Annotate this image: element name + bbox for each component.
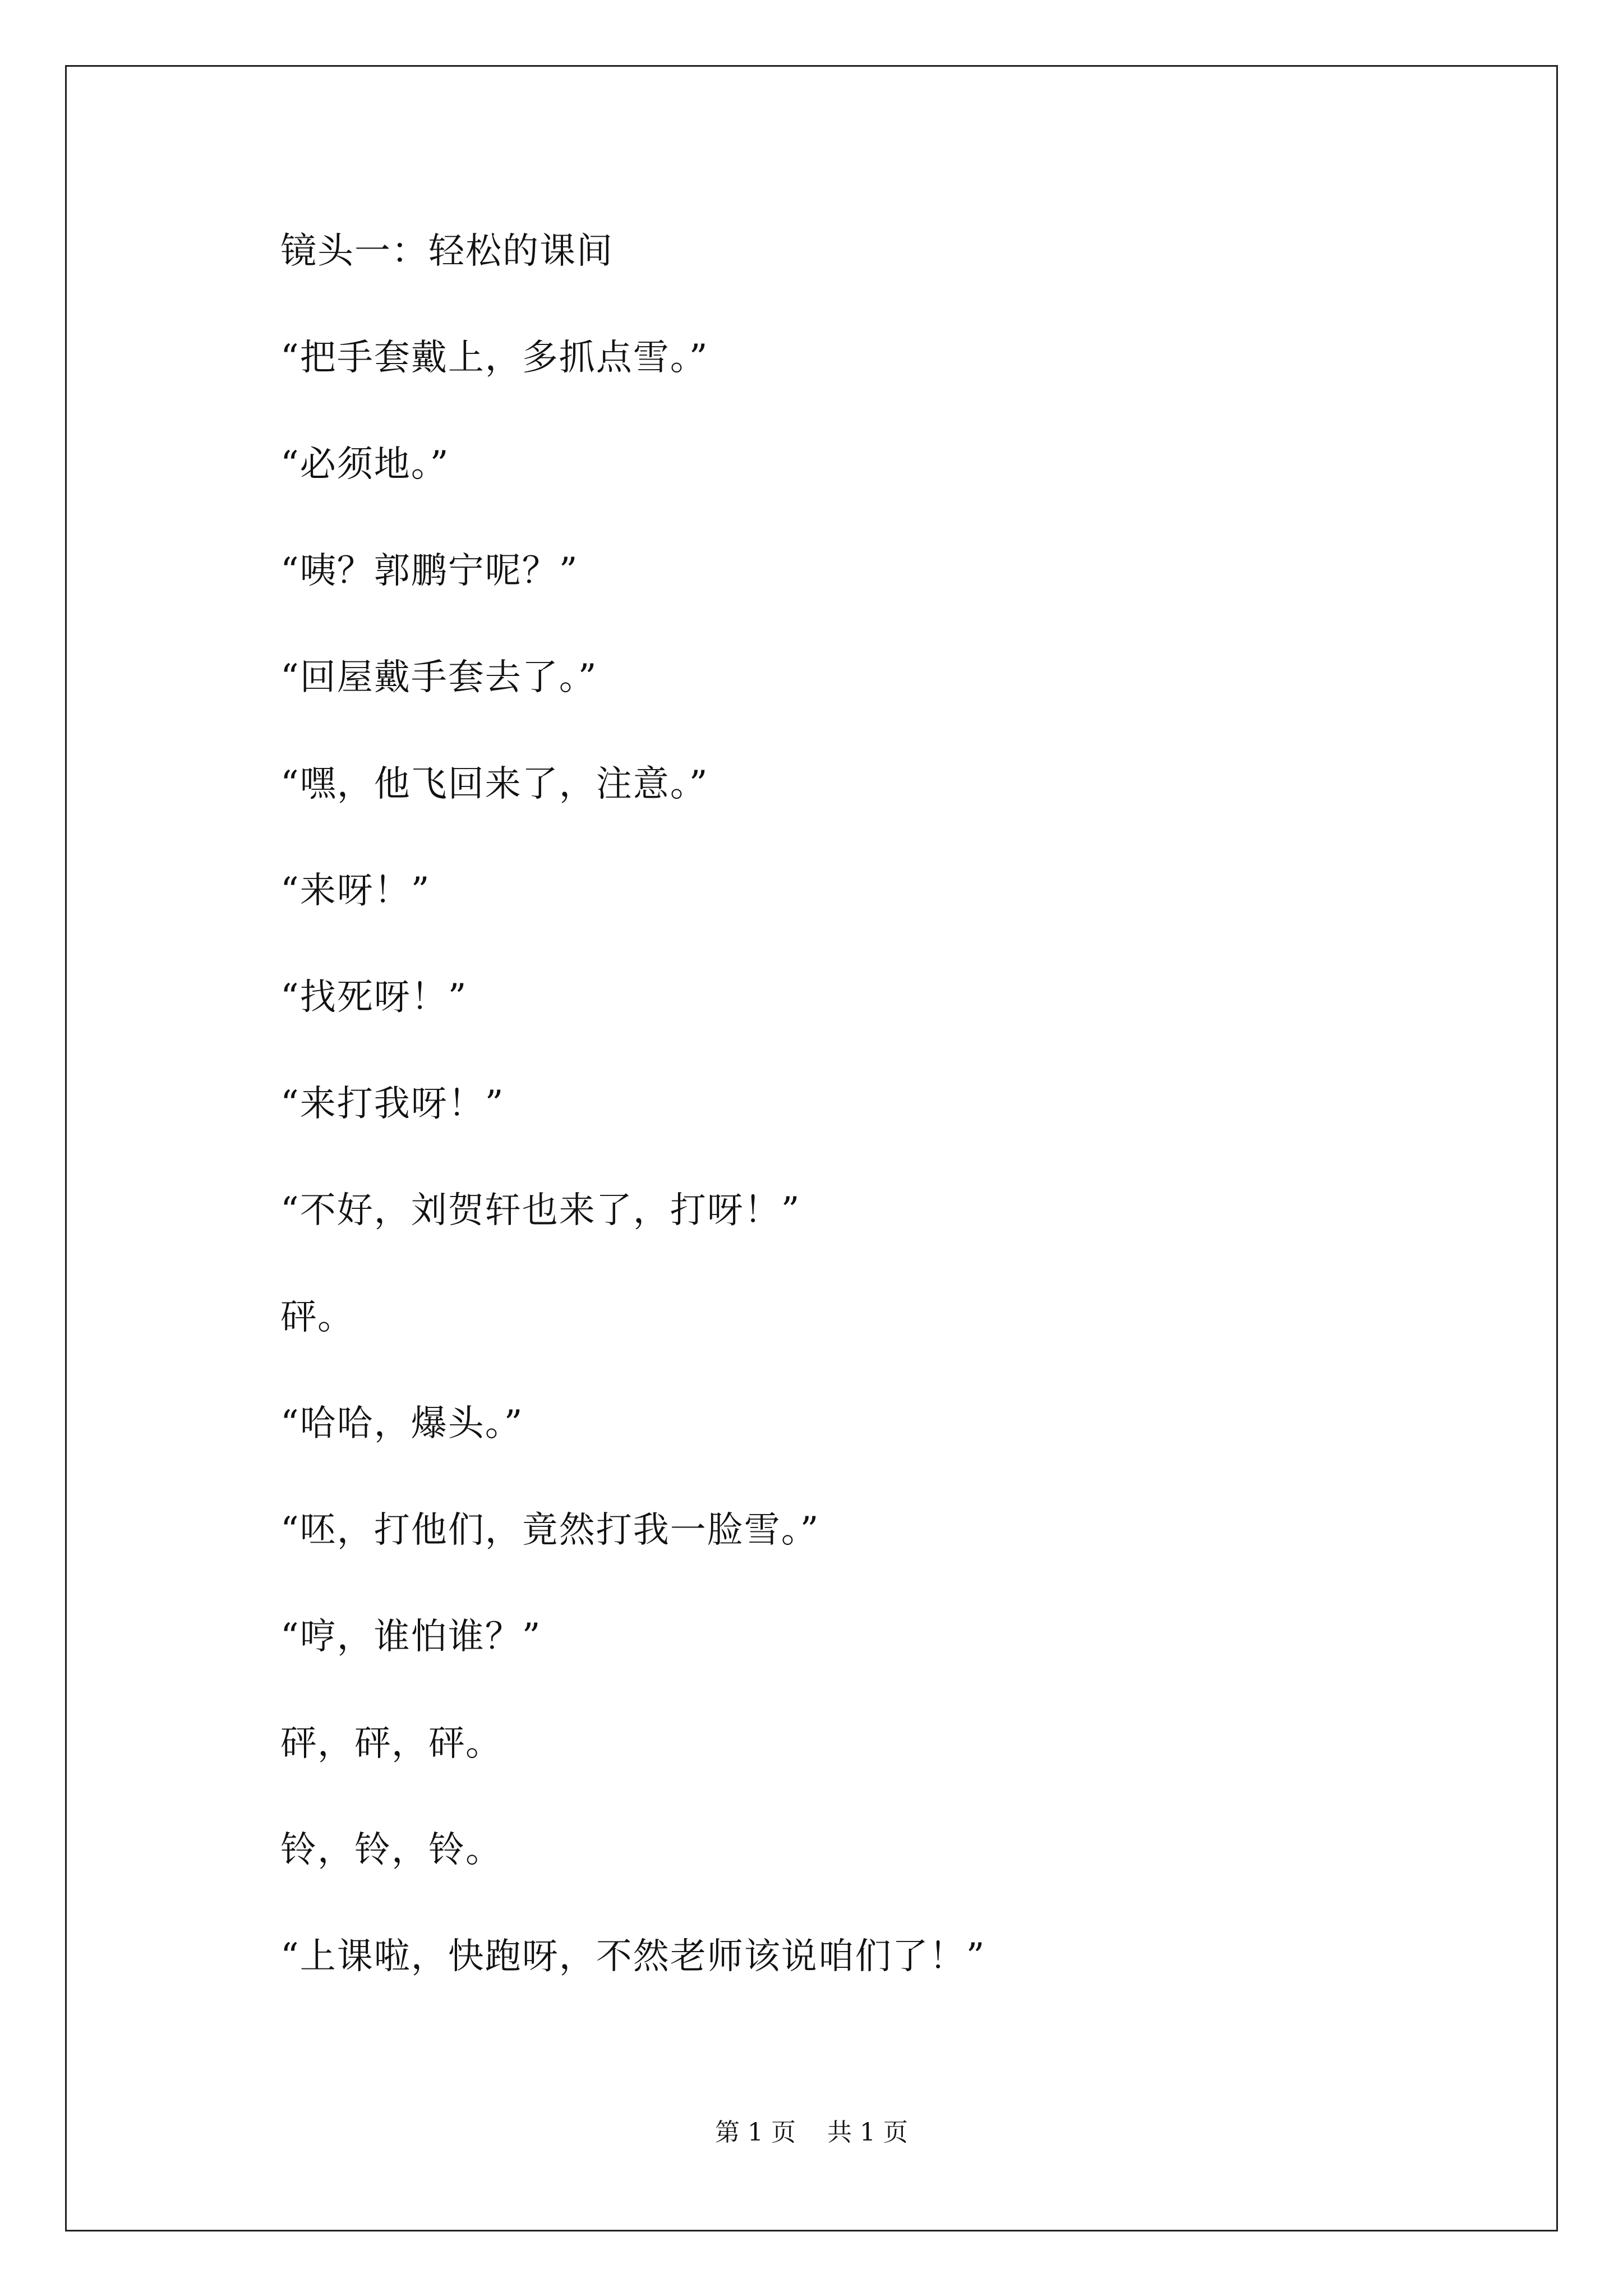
- text-line: “不好，刘贺轩也来了，打呀！”: [280, 1190, 801, 1231]
- text-line: “哼，谁怕谁？”: [280, 1616, 542, 1658]
- text-line: “把手套戴上，多抓点雪。”: [280, 337, 709, 379]
- text-line: “咦？郭鹏宁呢？”: [280, 550, 579, 592]
- text-line: “嘿，他飞回来了，注意。”: [280, 763, 709, 805]
- text-line: “来呀！”: [280, 870, 431, 912]
- text-line: “上课啦，快跑呀，不然老师该说咱们了！”: [280, 1936, 986, 1977]
- text-line: “呸，打他们，竟然打我一脸雪。”: [280, 1510, 820, 1551]
- text-line: 铃，铃，铃。: [280, 1829, 502, 1871]
- title-line: 镜头一：轻松的课间: [280, 231, 614, 272]
- text-line: “找死呀！”: [280, 977, 468, 1018]
- text-line: “必须地。”: [280, 444, 450, 485]
- text-line: “回屋戴手套去了。”: [280, 657, 598, 698]
- text-line: “哈哈，爆头。”: [280, 1403, 524, 1444]
- text-line: “来打我呀！”: [280, 1083, 505, 1125]
- text-line: 砰，砰，砰。: [280, 1723, 502, 1764]
- document-body: [280, 223, 1458, 2035]
- page-number-footer: 第 1 页 共 1 页: [715, 2118, 908, 2147]
- text-line: 砰。: [280, 1296, 354, 1338]
